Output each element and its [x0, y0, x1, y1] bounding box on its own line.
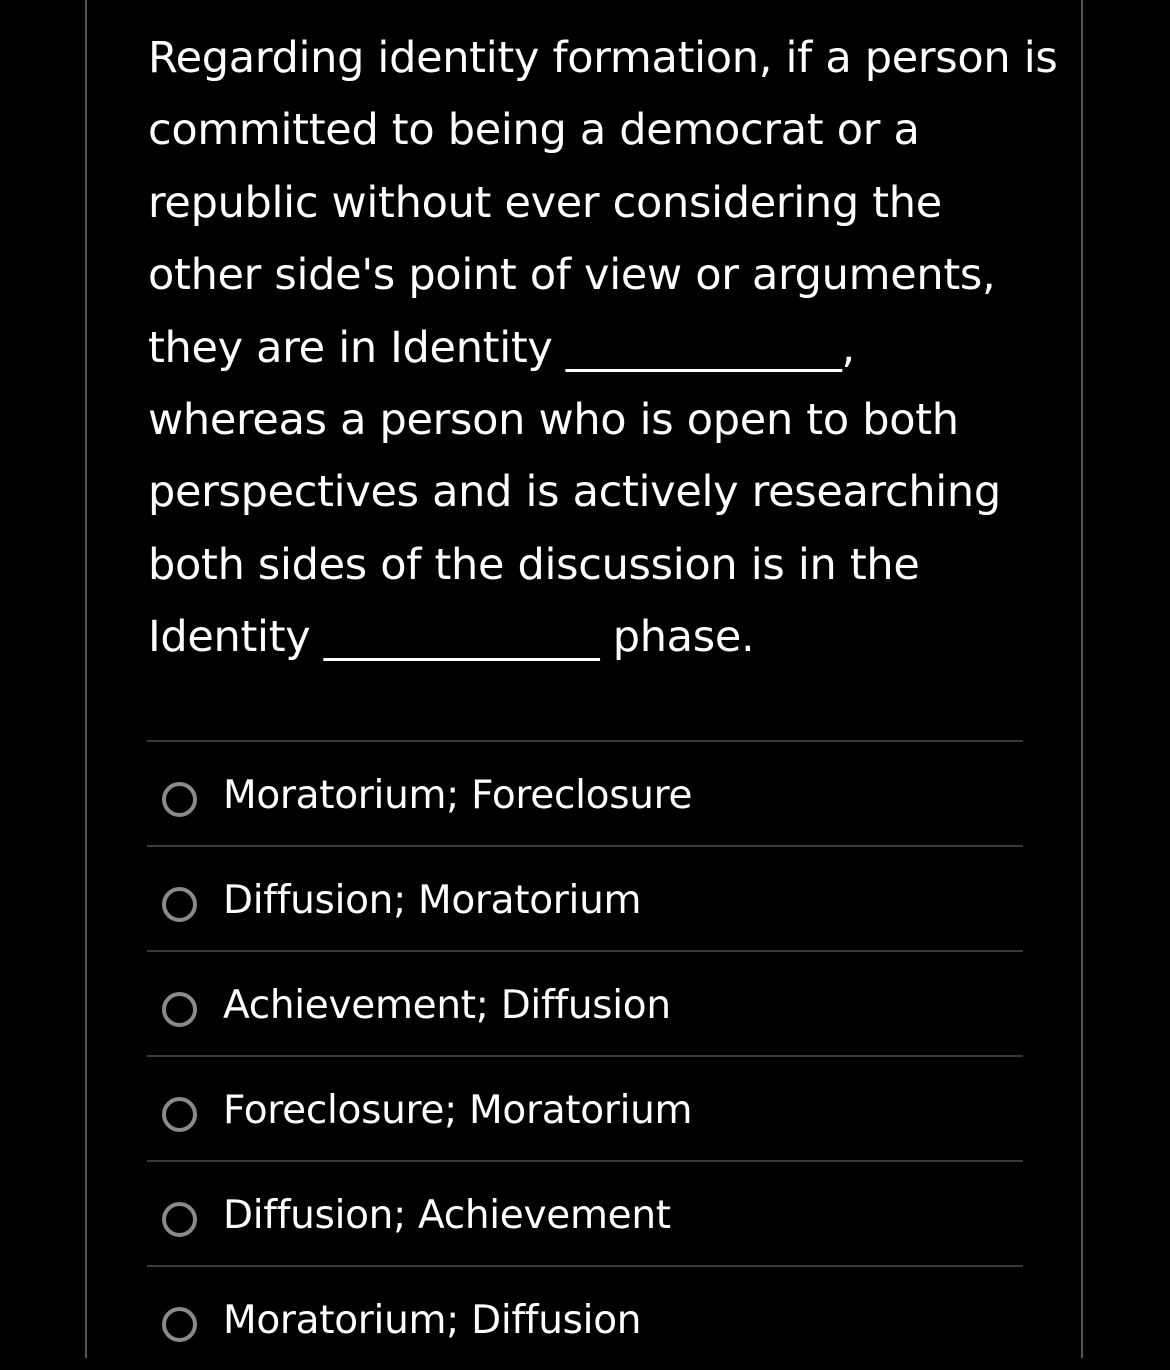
question-line: republic without ever considering the — [148, 177, 942, 228]
question-line: Regarding identity formation, if a person is — [148, 33, 1058, 83]
radio-button-icon[interactable] — [162, 1097, 197, 1132]
question-line: perspectives and is actively researching — [148, 467, 1001, 518]
question-line: other side's point of view or arguments, — [148, 250, 996, 301]
radio-button-icon[interactable] — [162, 1307, 197, 1342]
answer-choices — [147, 740, 1023, 1370]
answer-option-6[interactable] — [147, 1265, 1023, 1370]
radio-button-icon[interactable] — [162, 1202, 197, 1237]
question-line: committed to being a democrat or a — [148, 105, 920, 156]
question-line: both sides of the discussion is in the — [148, 539, 920, 590]
answer-option-label[interactable]: Diffusion; Achievement — [223, 1193, 671, 1238]
answer-option-3[interactable] — [147, 950, 1023, 1055]
answer-option-label[interactable]: Moratorium; Diffusion — [223, 1298, 642, 1343]
answer-option-label[interactable]: Moratorium; Foreclosure — [223, 773, 693, 818]
answer-option-5[interactable] — [147, 1160, 1023, 1265]
answer-option-4[interactable] — [147, 1055, 1023, 1160]
answer-option-label[interactable]: Foreclosure; Moratorium — [223, 1088, 693, 1133]
question-line: they are in Identity _____________, — [148, 322, 855, 373]
radio-button-icon[interactable] — [162, 782, 197, 817]
answer-option-2[interactable] — [147, 845, 1023, 950]
question-text — [148, 22, 1058, 674]
question-line: Identity _____________ phase. — [148, 612, 755, 663]
question-line: whereas a person who is open to both — [148, 395, 959, 446]
answer-option-label[interactable]: Achievement; Diffusion — [223, 983, 671, 1028]
answer-option-1[interactable] — [147, 740, 1023, 845]
answer-option-label[interactable]: Diffusion; Moratorium — [223, 878, 642, 923]
radio-button-icon[interactable] — [162, 887, 197, 922]
radio-button-icon[interactable] — [162, 992, 197, 1027]
